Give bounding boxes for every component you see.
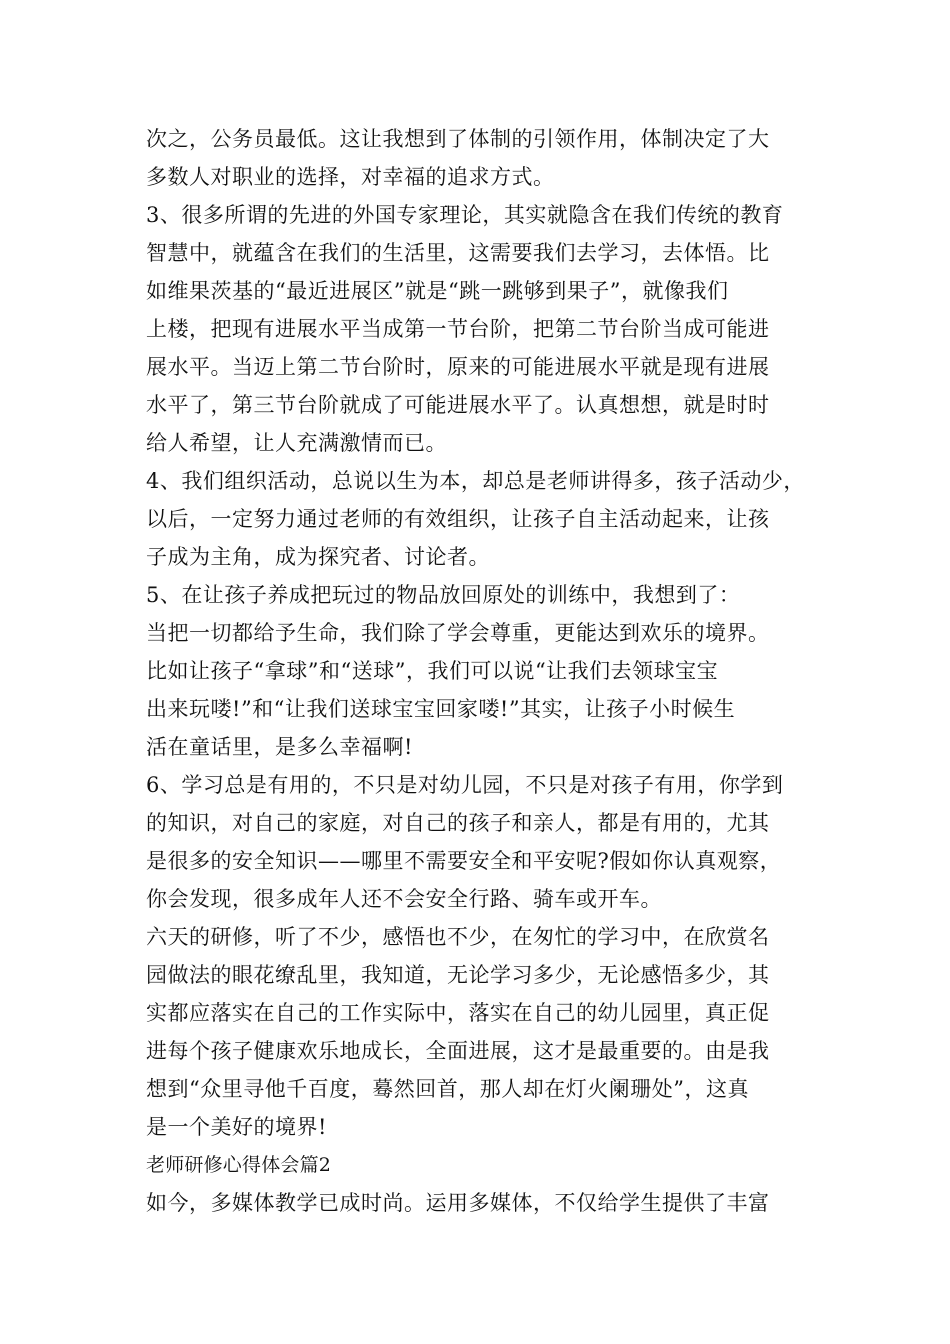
text-line: 水平了，第三节台阶就成了可能进展水平了。认真想想，就是时时 bbox=[146, 393, 770, 417]
text-line: 3、很多所谓的先进的外国专家理论，其实就隐含在我们传统的教育 bbox=[146, 203, 784, 227]
text-line: 智慧中，就蕴含在我们的生活里，这需要我们去学习，去体悟。比 bbox=[146, 241, 770, 265]
text-line: 比如让孩子“拿球”和“送球”，我们可以说“让我们去领球宝宝 bbox=[146, 659, 719, 683]
text-line: 实都应落实在自己的工作实际中，落实在自己的幼儿园里，真正促 bbox=[146, 1001, 770, 1025]
text-line: 你会发现，很多成年人还不会安全行路、骑车或开车。 bbox=[146, 887, 662, 911]
document-body bbox=[146, 120, 816, 1222]
text-line: 上楼，把现有进展水平当成第一节台阶，把第二节台阶当成可能进 bbox=[146, 317, 770, 341]
text-line: 子成为主角，成为探究者、讨论者。 bbox=[146, 545, 490, 569]
text-line: 次之，公务员最低。这让我想到了体制的引领作用，体制决定了大 bbox=[146, 127, 770, 151]
text-line: 想到“众里寻他千百度，蓦然回首，那人却在灯火阑珊处”，这真 bbox=[146, 1077, 749, 1101]
text-line: 多数人对职业的选择，对幸福的追求方式。 bbox=[146, 165, 555, 189]
text-line: 是很多的安全知识——哪里不需要安全和平安呢?假如你认真观察， bbox=[146, 849, 782, 873]
text-line: 如今，多媒体教学已成时尚。运用多媒体，不仅给学生提供了丰富 bbox=[146, 1191, 770, 1215]
text-line: 如维果茨基的“最近进展区”就是“跳一跳够到果子”，就像我们 bbox=[146, 279, 729, 303]
text-line: 展水平。当迈上第二节台阶时，原来的可能进展水平就是现有进展 bbox=[146, 355, 770, 379]
section-heading: 老师研修心得体会篇2 bbox=[146, 1154, 332, 1176]
text-line: 4、我们组织活动，总说以生为本，却总是老师讲得多，孩子活动少， bbox=[146, 469, 805, 493]
text-line: 是一个美好的境界! bbox=[146, 1115, 327, 1139]
text-line: 活在童话里，是多么幸福啊! bbox=[146, 735, 413, 759]
text-line: 出来玩喽!”和“让我们送球宝宝回家喽!”其实，让孩子小时候生 bbox=[146, 697, 736, 721]
text-line: 六天的研修，听了不少，感悟也不少，在匆忙的学习中，在欣赏名 bbox=[146, 925, 770, 949]
text-line: 园做法的眼花缭乱里，我知道，无论学习多少，无论感悟多少，其 bbox=[146, 963, 770, 987]
text-line: 6、学习总是有用的，不只是对幼儿园，不只是对孩子有用，你学到 bbox=[146, 773, 784, 797]
text-line: 5、在让孩子养成把玩过的物品放回原处的训练中，我想到了： bbox=[146, 583, 741, 607]
text-line: 的知识，对自己的家庭，对自己的孩子和亲人，都是有用的，尤其 bbox=[146, 811, 770, 835]
text-line: 以后，一定努力通过老师的有效组织，让孩子自主活动起来，让孩 bbox=[146, 507, 770, 531]
text-line: 进每个孩子健康欢乐地成长，全面进展，这才是最重要的。由是我 bbox=[146, 1039, 770, 1063]
text-line: 当把一切都给予生命，我们除了学会尊重，更能达到欢乐的境界。 bbox=[146, 621, 770, 645]
text-line: 给人希望，让人充满激情而已。 bbox=[146, 431, 447, 455]
